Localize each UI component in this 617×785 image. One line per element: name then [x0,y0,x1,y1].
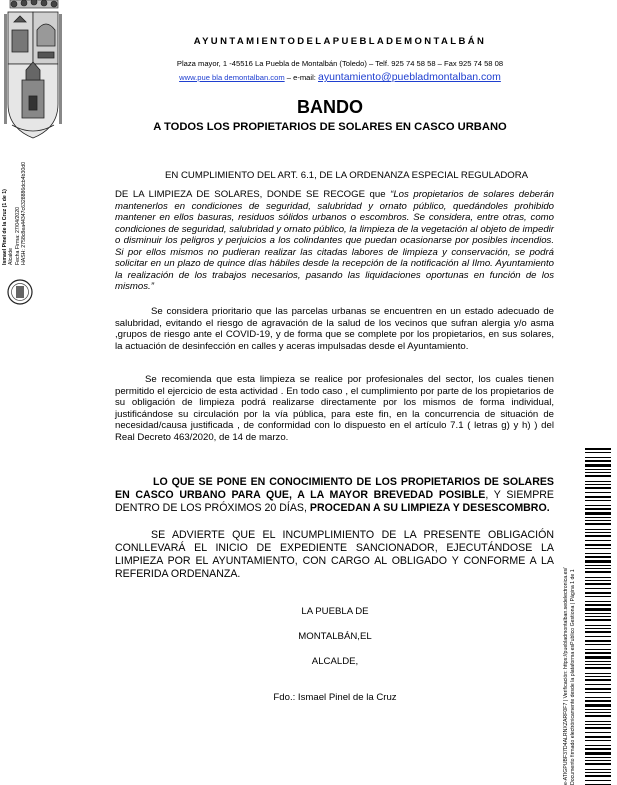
signature-hash: HASH: 2758c8ea44347c6328886dcb4b30d0 [21,162,28,265]
verification-text [563,448,585,785]
electronic-signature-stamp [2,162,42,265]
paragraph-priority: Se considera prioritario que las parcelas urbanas se encuentren en un estado adecuado de salubridad, evitando el riesgo de agravación de la salud de los vecinos que sufran alergia y/o asma ,grupos de riesgo ante el COVID-19, y de forma que se complete por los propietarios, en sus solares, la actuación de desinfección en calles y aceras impulsadas desde el Ayuntamiento. [115,306,554,352]
notice-bold-part2: PROCEDAN A SU LIMPIEZA Y DESESCOMBRO. [309,502,550,514]
sign-place-line1: LA PUEBLA DE [301,606,369,617]
email-link[interactable]: ayuntamiento@puebladmontalban.com [318,71,501,83]
barcode-icon [585,448,611,785]
sign-name: Fdo.: Ismael Pinel de la Cruz [273,692,397,703]
municipal-crest-logo [2,0,64,170]
paragraph-ordinance [115,189,554,293]
signer-name: Ismael Pinel de la Cruz (1 de 1) [2,189,8,265]
contact-line [130,71,550,83]
sign-role: ALCALDE, [311,656,359,667]
official-seal-icon [6,278,34,306]
paragraph-warning: SE ADVIERTE QUE EL INCUMPLIMIENTO DE LA PRESENTE OBLIGACIÓN CONLLEVARÁ EL INICIO DE EXPEDIENTE SANCIONADOR, EJECUTÁNDOSE LA LIMPIEZA POR EL AYUNTAMIENTO, CON CARGO AL OBLIGADO Y CONFORME A LA REFERIDA ORDENANZA. [115,529,554,580]
signer-role: Alcalde [8,247,15,265]
verification-line1: e-ATIGPUBF37D4ALRNXZARF0F7 | Verificación: https://puebladmontalban.sedelectronica.es/ [563,567,569,785]
notice-bold-part1: LO QUE SE PONE EN CONOCIMIENTO DE LOS PROPIETARIOS DE SOLARES EN CASCO URBANO PARA QUE, A LA MAYOR BREVEDAD POSIBLE [115,476,554,501]
website-link[interactable]: www.pue bla demontalban.com [179,73,285,82]
paragraph-recommendation: Se recomienda que esta limpieza se realice por profesionales del sector, los cuales tienen permitido el ejercicio de esta actividad . En todo caso , el cumplimiento por parte de los propietarios de su obligación de limpieza podrá realizarse directamente por los mismos de forma individual, justificándose su circulación por la vía pública, para este fin, en la concurrencia de situación de necesidad/causa justificada , de conformidad con lo dispuesto en el artículo 7.1 ( letras g) y h) ) del Real Decreto 463/2020, de 14 de marzo. [115,374,554,443]
paragraph-ordinance-quote: “Los propietarios de solares deberán mantenerlos en condiciones de seguridad, salubridad y ornato público, quedándoles prohibido mantener en ellos basuras, residuos sólidos urbanos o escombros. Se considera, entre otras, como condiciones de seguridad, salubridad y ornato público, la limpieza de la vegetación al objeto de impedir o disminuir los peligros y perjuicios a los colindantes que puedan ocasionarse por posibles incendios. Si por ellos mismos no pudieran realizar las citadas labores de limpieza y conservación, se podrá solicitar en un plazo de quince días hábiles desde la recepción de la notificación al Ilmo. Ayuntamiento la realización de los trabajos necesarios, pasando las liquidaciones oportunas en función de los mismos.” [115,189,555,292]
sign-place-line2: MONTALBÁN,EL [298,631,372,642]
email-prefix: – e-mail: [286,73,316,82]
document-subtitle: A TODOS LOS PROPIETARIOS DE SOLARES EN CASCO URBANO [153,121,507,133]
address-line: Plaza mayor, 1 -45516 La Puebla de Montalbán (Toledo) – Telf. 925 74 58 58 – Fax 925 74 58 08 [176,59,504,68]
notice-plain-part: , Y SIEMPRE DENTRO DE LOS PRÓXIMOS 20 DÍAS, [115,489,554,514]
verification-line2: Documento firmado electrónicamente desde la plataforma esPublico Gestiona | Página 1 de 1 [569,569,576,785]
document-title: BANDO [297,97,363,117]
paragraph-notice [115,476,554,515]
signature-date: Fecha Firma: 27/04/2020 [14,207,21,265]
paragraph-ordinance-intro: DE LA LIMPIEZA DE SOLARES, DONDE SE RECOGE que [115,189,386,200]
lead-line: EN CUMPLIMIENTO DEL ART. 6.1, DE LA ORDENANZA ESPECIAL REGULADORA [165,170,529,181]
verification-strip [563,448,611,785]
organization-header: AYUNTAMIENTODELAPUEBLADEMONTALBÁN [193,36,487,47]
